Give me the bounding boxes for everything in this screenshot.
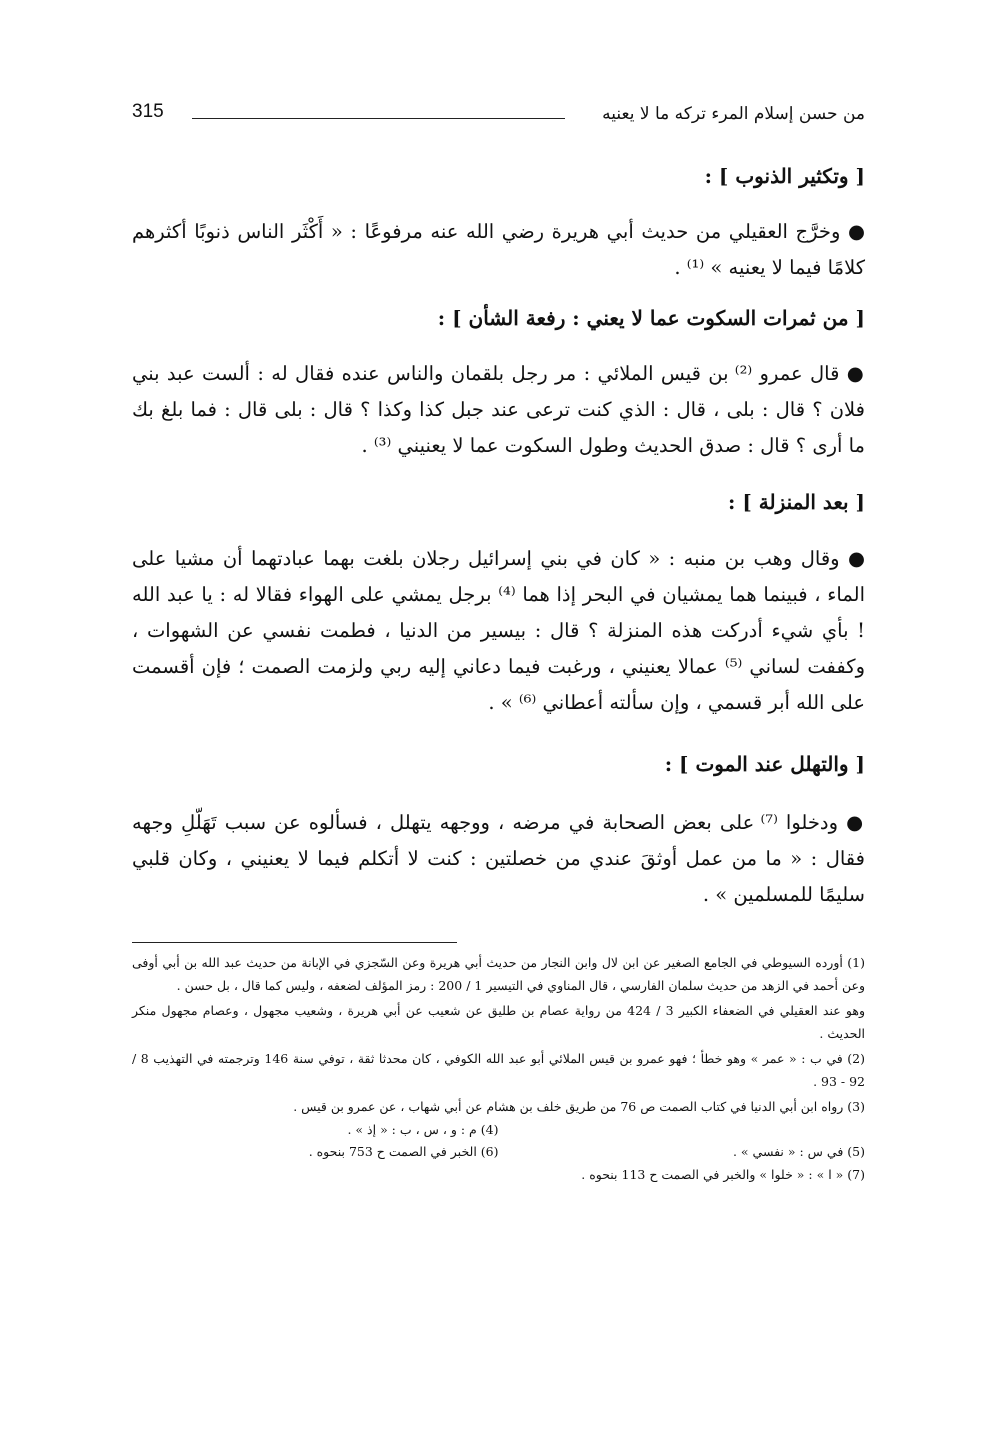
footnote-1: (1) أورده السيوطي في الجامع الصغير عن ابن لال وابن النجار من حديث أبي هريرة وعن السّجزي في الإبانة من حديث عبد الله بن أبي أوفى وعن أحمد في الزهد من حديث سلمان الفارسي ، قال المناوي في التيسير 1 / 200 : رمز المؤلف لضعفه ، وليس كما قال ، بل حسن . (132, 955, 865, 993)
section-paragraph: ● قال عمرو ⁽²⁾ بن قيس الملائي : مر رجل بلقمان والناس عنده فقال له : ألست عبد بني فلان ؟ قال : بلى ، قال : الذي كنت ترعى عند جبل كذا وكذا ؟ قال : بلى قال : فما بلغ بك ما أرى ؟ قال : صدق الحديث وطول السكوت عما لا يعنيني ⁽³⁾ . (132, 362, 865, 457)
section-heading: [ بعد المنزلة ] : (728, 490, 865, 514)
section-heading: [ من ثمرات السكوت عما لا يعني : رفعة الشأن ] : (437, 306, 865, 330)
section-paragraph: ● وخرَّج العقيلي من حديث أبي هريرة رضي الله عنه مرفوعًا : « أَكْثَر الناس ذنوبًا أكثرهم كلامًا فيما لا يعنيه » ⁽¹⁾ . (132, 220, 865, 279)
running-header (132, 100, 865, 130)
footnote-4: (4) م : و ، س ، ب : « إذ » . (347, 1121, 499, 1137)
book-page (132, 100, 865, 1340)
footnote-1-continued: وهو عند العقيلي في الضعفاء الكبير 3 / 424 من رواية عصام بن طليق عن شعيب عن أبي هريرة ، وشعيب مجهول ، وعصام مجهول منكر الحديث . (132, 1003, 865, 1041)
header-rule (192, 118, 565, 119)
section-paragraph: ● ودخلوا ⁽⁷⁾ على بعض الصحابة في مرضه ، ووجهه يتهلل ، فسألوه عن سبب تَهَلّلِ وجهه فقال : « ما من عمل أوثقَ عندي من خصلتين : كنت لا أتكلم فيما لا يعنيني ، وكان قلبي سليمًا للمسلمين » . (132, 811, 865, 906)
footnote-6: (6) الخبر في الصمت ح 753 بنحوه . (308, 1144, 499, 1159)
footnote-3: (3) رواه ابن أبي الدنيا في كتاب الصمت ص 76 من طريق خلف بن هشام عن أبي شهاب ، عن عمرو بن قيس . (293, 1099, 865, 1114)
footnote-row (132, 1141, 865, 1164)
footnote-2: (2) في ب : « عمر » وهو خطأ ؛ فهو عمرو بن قيس الملائي أبو عبد الله الكوفي ، كان محدثا ثقة ، توفي سنة 146 وترجمته في التهذيب 8 / 92 - 93 . (132, 1051, 865, 1089)
section-heading: [ والتهلل عند الموت ] : (664, 752, 865, 776)
footnote-row (132, 1119, 865, 1142)
running-title: من حسن إسلام المرء تركه ما لا يعنيه (602, 104, 865, 124)
footnote-5: (5) في س : « نفسي » . (732, 1144, 865, 1159)
footnotes (132, 952, 865, 1186)
section-heading: [ وتكثير الذنوب ] : (704, 164, 865, 188)
footnote-7: (7) « ا » : « خلوا » والخبر في الصمت ح 113 بنحوه . (581, 1166, 865, 1182)
footnote-separator (132, 942, 457, 943)
page-number: 315 (132, 101, 164, 122)
section-paragraph: ● وقال وهب بن منبه : « كان في بني إسرائيل رجلان بلغت بهما عبادتهما أن مشيا على الماء ، فبينما هما يمشيان في البحر إذا هما ⁽⁴⁾ برجل يمشي على الهواء فقالا له : يا عبد الله ! بأي شيء أدركت هذه المنزلة ؟ قال : بيسير من الدنيا ، فطمت نفسي عن الشهوات ، وكففت لساني ⁽⁵⁾ عمالا يعنيني ، ورغبت فيما دعاني إليه ربي ولزمت الصمت ؛ فإن أقسمت على الله أبر قسمي ، وإن سألته أعطاني ⁽⁶⁾ » . (132, 547, 865, 714)
